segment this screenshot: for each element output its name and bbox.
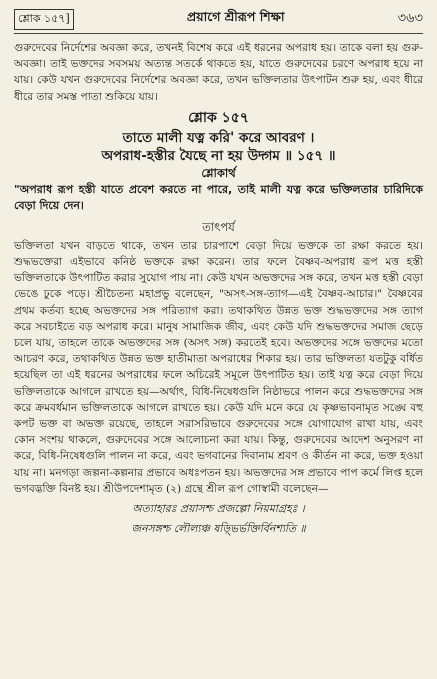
translation-text: "অপরাধ রূপ হস্তী যাতে প্রবেশ করতে না পারে, তাই মালী যত্ন করে ভক্তিলতার চারিদিকে বেড়া দিয়ে দেন।	[14, 182, 423, 212]
sanskrit-quote-line-1: অত্যাহারঃ প্রয়াসশ্চ প্রজল্পো নিয়মাগ্রহঃ ।	[132, 502, 305, 516]
translation-heading: শ্লোকার্থ	[201, 165, 236, 180]
purport-text: ভক্তিলতা যখন বাড়তে থাকে, তখন তার চারপাশে বেড়া দিয়ে ভক্তকে তা রক্ষা করতে হয়। শুদ্ধভক্তেরা এইভাবে কনিষ্ঠ ভক্তকে রক্ষা করেন। তার ফলে বৈষ্ণব-অপরাধ রূপ মত্ত হস্তী ভক্তিলতাকে উৎপাটিত করার সুযোগ পায় না। কেউ যখন অভক্তদের সঙ্গ করে, তখন মত্ত হস্তী বেড়া ভেঙে ঢুকে পড়ে। শ্রীচৈতন্য মহাপ্রভু বলেছেন, "অসৎ-সঙ্গ-ত্যাগ—এই বৈষ্ণব-আচার।" বৈষ্ণবের প্রথম কর্তব্য হচ্ছে অভক্তদের সঙ্গ পরিত্যাগ করা। তথাকথিত উন্নত ভক্ত শুদ্ধভক্তদের সঙ্গ ত্যাগ করে সবচাইতে বড় অপরাধ করে। মানুষ সামাজিক জীব, এবং কেউ যদি শুদ্ধভক্তদের সমাজ ছেড়ে চলে যায়, তাহলে তাকে অভক্তদের সঙ্গ (অসৎ সঙ্গ) করতেই হবে। অভক্তদের সঙ্গে ভক্তদের মতো আচরণ করে, তথাকথিত উন্নত ভক্ত হাতীমাতা অপরাধের শিকার হয়। তার ভক্তিলতা যতটুকু বর্ধিত হয়েছিল তা এই ধরনের অপরাধের ফলে অচিরেই সমূলে উৎপাটিত হয়। তাই যত্ন করে বেড়া দিয়ে ভক্তিলতাকে আগলে রাখতে হয়—অর্থাৎ, বিধি-নিষেধগুলি নিষ্ঠাভরে পালন করে শুদ্ধভক্তদের সঙ্গ করে ক্রমবর্ধমান ভক্তিলতাকে আগলে রাখতে হয়। কেউ যদি মনে করে যে কৃষ্ণভাবনামৃত সঙ্ঘে বহু কপট ভক্ত বা অভক্ত রয়েছে, তাহলে সরাসরিভাবে গুরুদেবের সঙ্গে যোগাযোগ রাখা যায়, এবং কোন সংশয় থাকলে, গুরুদেবের সঙ্গে আলোচনা করা যায়। কিন্তু, গুরুদেবের আদেশ অনুসরণ না করে, বিধি-নিষেধগুলি পালন না করে, এবং ভগবানের দিবানাম শ্রবণ ও কীর্তন না করে, ভক্ত হওয়া যায় না। মনগড়া জল্পনা-কল্পনার প্রভাবে অধঃপতন হয়। অভক্তদের সঙ্গ প্রভাবে পাপ কর্মে লিপ্ত হলে ভগবদ্ভক্তি বিনষ্ট হয়। শ্রীউপদেশামৃত (২) গ্রন্থে শ্রীল রূপ গোস্বামী বলেছেন—	[14, 239, 423, 495]
purport-heading: তাৎপর্য	[202, 219, 235, 234]
verse-line-2: অপরাধ-হস্তীর যৈছে না হয় উদ্গম ॥ ১৫৭ ॥	[101, 147, 336, 164]
page-number: ৩৬৩	[397, 10, 423, 26]
intro-paragraph: গুরুদেবের নির্দেশের অবজ্ঞা করে, তখনই বিশেষ করে এই ধরনের অপরাধ হয়। তাকে বলা হয় গুরু-অবজ্ঞা। তাই ভক্তদের সবসময় অত্যন্ত সতর্কে থাকতে হয়, যাতে গুরুদেবের চরণে অপরাধ হয়ে না যায়। কেউ যখন গুরুদেবের নির্দেশের অবজ্ঞা করে, তখন ভক্তিলতার উৎপাটন শুরু হয়, এবং ধীরে ধীরে তার সমস্ত পাতা শুকিয়ে যায়।	[14, 42, 423, 103]
verse-heading: শ্লোক ১৫৭	[188, 109, 249, 126]
chapter-title: প্রয়াগে শ্রীরূপ শিক্ষা	[186, 9, 285, 24]
verse-line-1: তাতে মালী যত্ন করি' করে আবরণ ।	[122, 129, 315, 146]
header-divider	[14, 33, 423, 34]
sanskrit-quote-line-2: জনসঙ্গশ্চ লৌল্যঞ্চ ষড়্ভির্ভক্তির্বিনশ্যতি ॥	[131, 522, 306, 536]
chapter-verse-label: শ্লোক ১৫৭]	[14, 9, 74, 30]
page-header	[14, 8, 423, 30]
